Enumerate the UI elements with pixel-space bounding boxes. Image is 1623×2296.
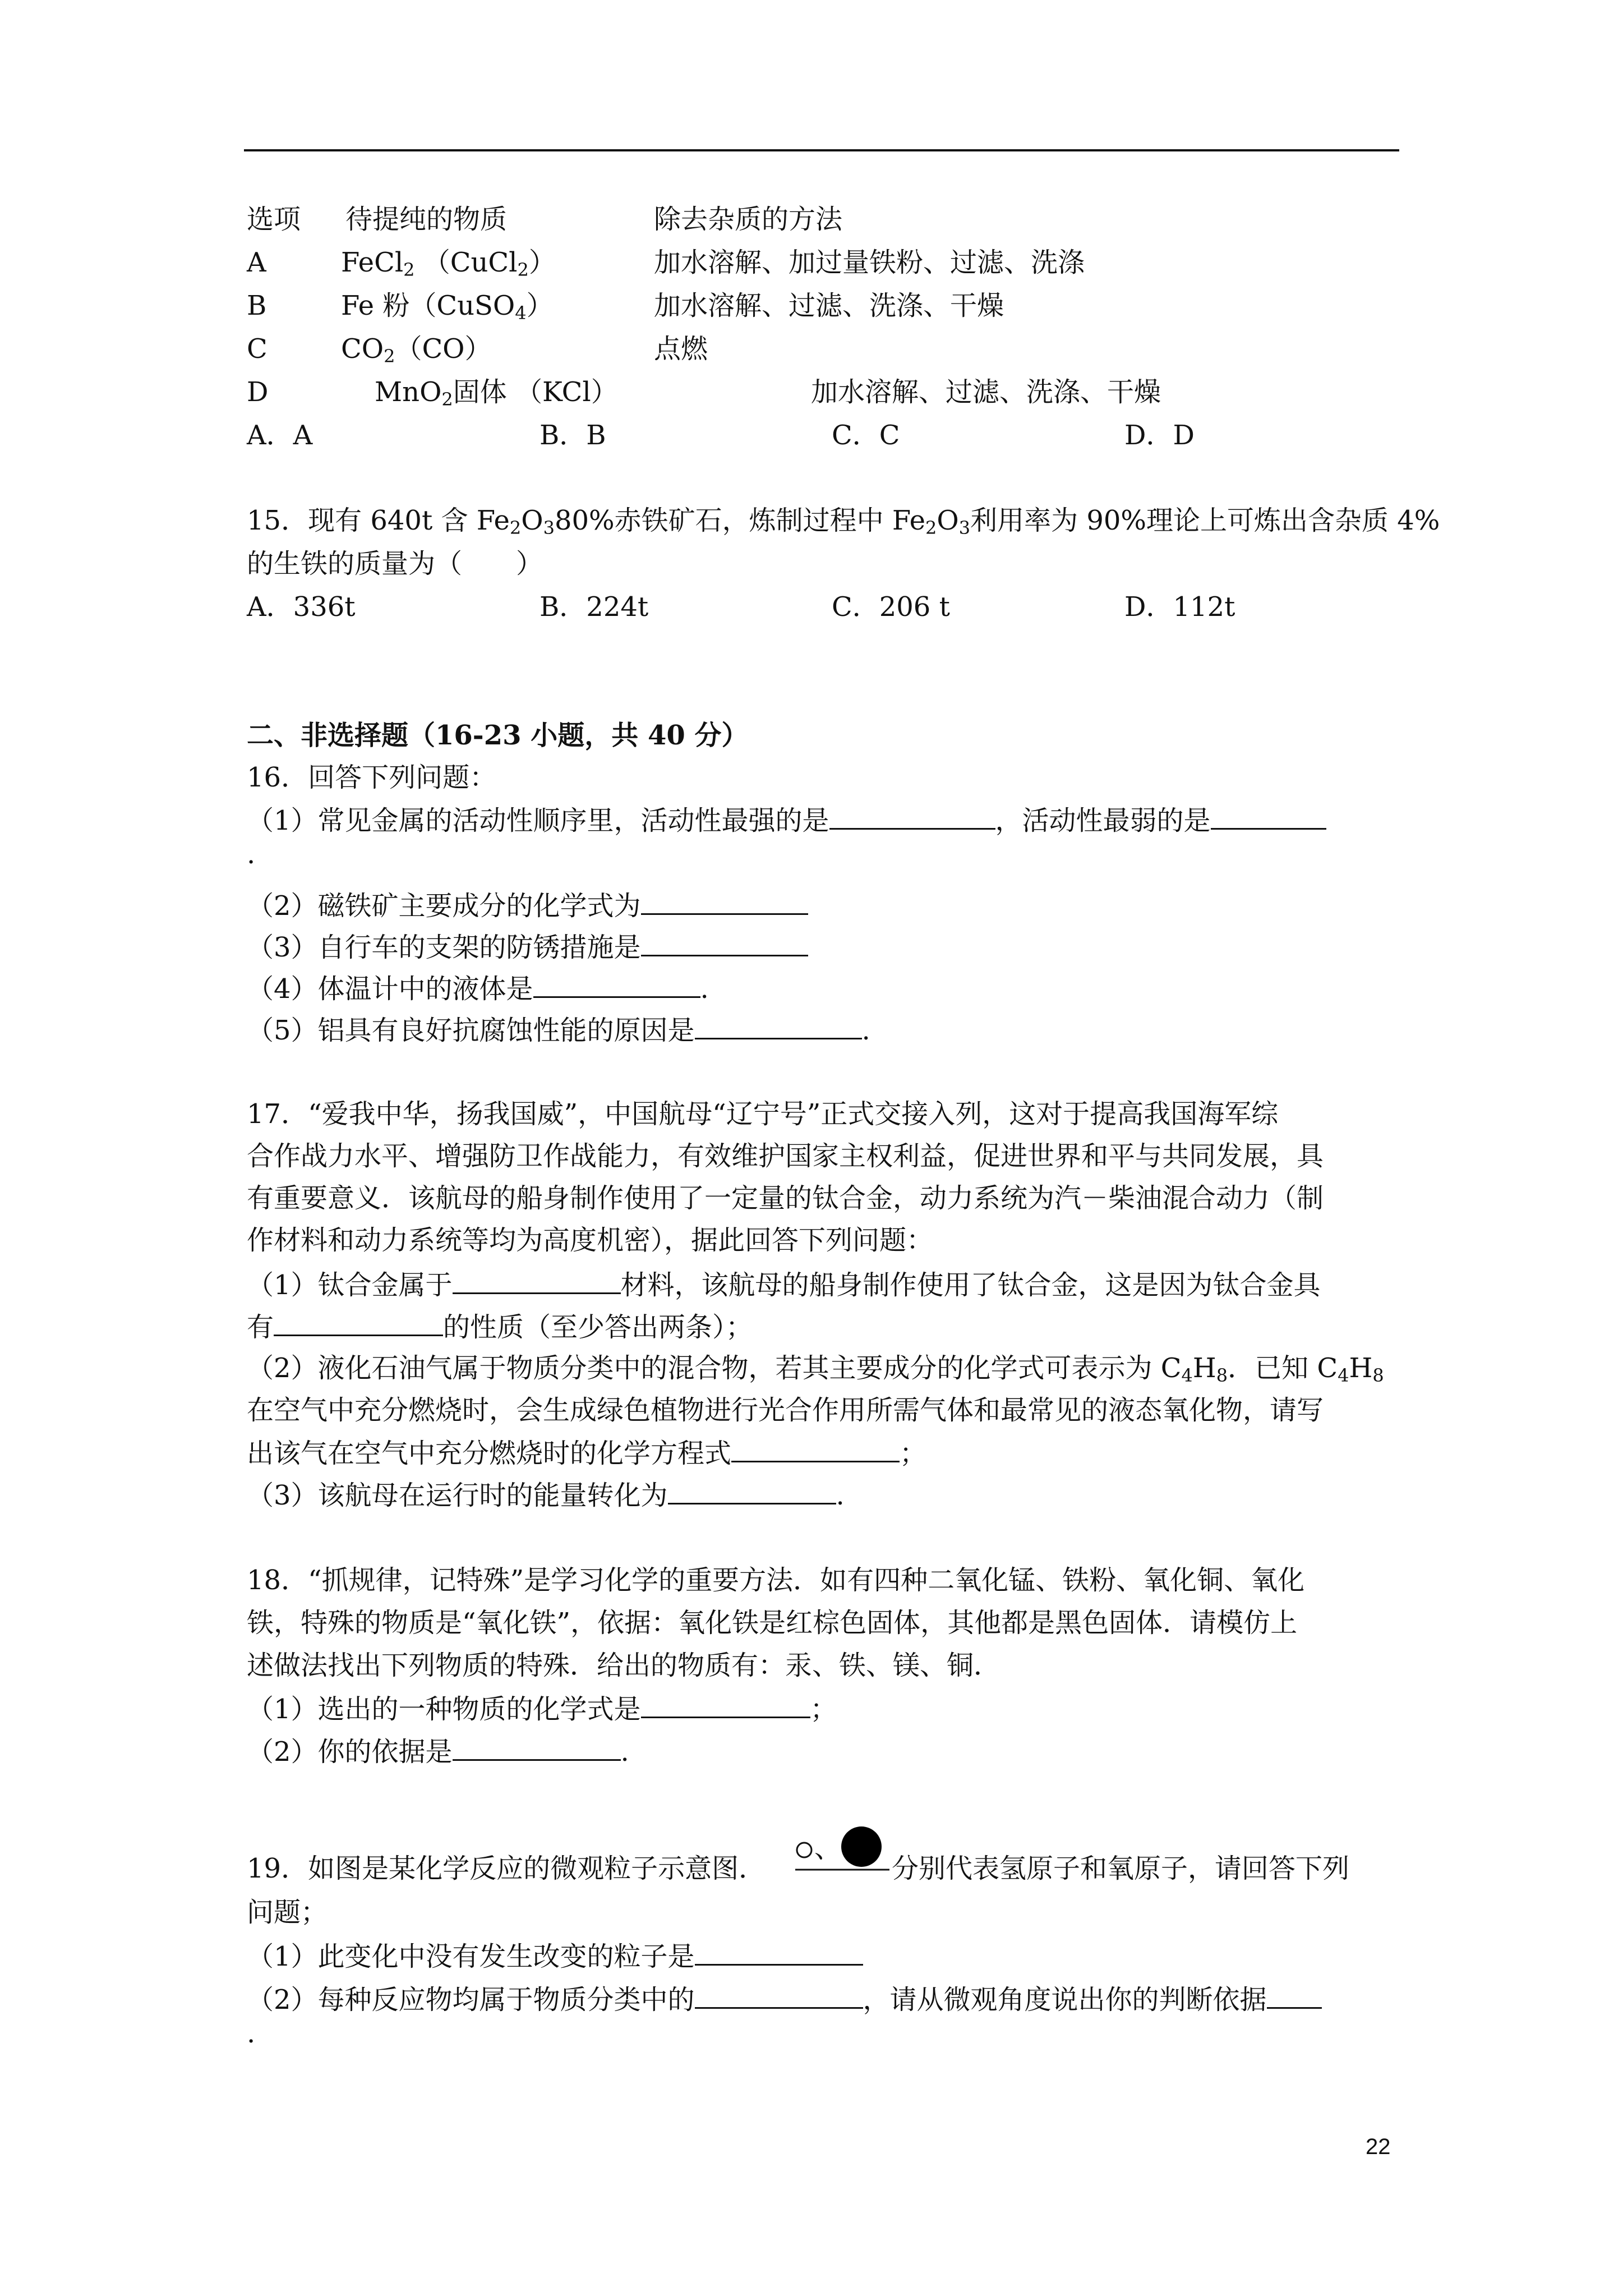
answer-blank[interactable]	[641, 929, 808, 956]
q16-stem: 16．回答下列问题：	[247, 762, 497, 793]
atom-legend-graphic	[795, 1823, 891, 1874]
answer-blank[interactable]	[453, 1733, 621, 1761]
choice-c[interactable]: C．206 t	[832, 591, 950, 623]
q19-line1-end: 分别代表氢原子和氧原子，请回答下列	[892, 1853, 1350, 1884]
choice-c[interactable]: C．C	[832, 420, 900, 451]
choice-d[interactable]: D．D	[1124, 420, 1195, 451]
q16-part2: （2）磁铁矿主要成分的化学式为	[247, 887, 808, 923]
q17-part2-line3: 出该气在空气中充分燃烧时的化学方程式 ；	[247, 1435, 926, 1471]
answer-blank[interactable]	[641, 1691, 810, 1718]
answer-blank[interactable]	[274, 1309, 443, 1336]
q17-line4: 作材料和动力系统等均为高度机密），据此回答下列问题：	[247, 1225, 934, 1256]
answer-blank[interactable]	[453, 1267, 621, 1294]
answer-blank[interactable]	[1267, 1981, 1322, 2009]
section-title: 二、非选择题（16-23 小题，共 40 分）	[247, 720, 749, 751]
page-number: 22	[1366, 2134, 1391, 2159]
q19-part1: （1）此变化中没有发生改变的粒子是	[247, 1938, 863, 1974]
header-option: 选项	[247, 204, 301, 235]
answer-blank[interactable]	[695, 1012, 862, 1039]
q16-part5: （5）铝具有良好抗腐蚀性能的原因是 .	[247, 1012, 870, 1048]
q17-line3: 有重要意义．该航母的船身制作使用了一定量的钛合金，动力系统为汽－柴油混合动力（制	[247, 1182, 1324, 1214]
q18-line3: 述做法找出下列物质的特殊．给出的物质有：汞、铁、镁、铜．	[247, 1650, 1001, 1681]
q17-line1: 17．“爱我中华，扬我国威”，中国航母“辽宁号”正式交接入列，这对于提高我国海军综	[247, 1098, 1279, 1130]
legend-separator: 、	[814, 1833, 842, 1864]
row-substance: MnO$_2$固体 （KCl）	[375, 376, 618, 410]
q16-part1: （1）常见金属的活动性顺序里，活动性最强的是 ，活动性最弱的是	[247, 802, 1326, 838]
q17-part3: （3）该航母在运行时的能量转化为 .	[247, 1477, 845, 1513]
row-option: A	[247, 247, 266, 278]
choice-a[interactable]: A．A	[247, 420, 313, 451]
header-rule	[244, 149, 1399, 151]
choice-b[interactable]: B．224t	[540, 591, 649, 623]
q16-part1-dot: .	[247, 839, 256, 870]
row-method: 加水溶解、加过量铁粉、过滤、洗涤	[654, 247, 1085, 278]
choice-a[interactable]: A．336t	[247, 591, 356, 623]
hydrogen-atom-icon	[797, 1843, 811, 1857]
q17-part1-cont: 有 的性质（至少答出两条）；	[247, 1309, 753, 1345]
choice-d[interactable]: D．112t	[1124, 591, 1235, 623]
q18-line1: 18．“抓规律，记特殊”是学习化学的重要方法．如有四种二氧化锰、铁粉、氧化铜、氧化	[247, 1565, 1305, 1596]
q15-line1: 15．现有 640t 含 $Fe_2O_380\%$赤铁矿石，炼制过程中 $Fe_2O_3$利用率为 90%理论上可炼出含杂质 4%	[247, 505, 1440, 539]
q17-part2-line2: 在空气中充分燃烧时，会生成绿色植物进行光合作用所需气体和最常见的液态氧化物，请写	[247, 1395, 1324, 1426]
row-option: B	[247, 290, 267, 321]
row-option: D	[247, 376, 269, 408]
q15-line2: 的生铁的质量为（ ）	[247, 548, 543, 579]
q18-line2: 铁，特殊的物质是“氧化铁”，依据：氧化铁是红棕色固体，其他都是黑色固体．请模仿上	[247, 1607, 1298, 1639]
row-method: 加水溶解、过滤、洗涤、干燥	[654, 290, 1004, 321]
oxygen-atom-icon	[841, 1826, 882, 1867]
answer-blank[interactable]	[695, 1981, 863, 2009]
q17-part1: （1）钛合金属于 材料，该航母的船身制作使用了钛合金，这是因为钛合金具	[247, 1267, 1321, 1303]
q19-part2-dot: .	[247, 2018, 256, 2049]
q16-part3: （3）自行车的支架的防锈措施是	[247, 929, 808, 965]
row-option: C	[247, 333, 268, 365]
atom-legend	[795, 1823, 891, 1874]
q19-part2: （2）每种反应物均属于物质分类中的 ，请从微观角度说出你的判断依据	[247, 1981, 1322, 2017]
row-substance: Fe 粉（CuSO$_4$）	[341, 290, 554, 324]
answer-blank[interactable]	[641, 887, 808, 915]
q19-line1-start: 19．如图是某化学反应的微观粒子示意图．	[247, 1853, 766, 1884]
q17-part2: （2）液化石油气属于物质分类中的混合物，若其主要成分的化学式可表示为 $C_4H_8$．已知 $C_4H_8$	[247, 1352, 1384, 1386]
answer-blank[interactable]	[533, 970, 700, 998]
answer-blank[interactable]	[731, 1435, 900, 1462]
q16-part4: （4）体温计中的液体是 .	[247, 970, 709, 1006]
q19-line2: 问题；	[247, 1897, 328, 1928]
choice-b[interactable]: B．B	[540, 420, 606, 451]
answer-blank[interactable]	[668, 1477, 836, 1504]
answer-blank[interactable]	[695, 1938, 863, 1966]
answer-blank[interactable]	[829, 802, 995, 830]
header-method: 除去杂质的方法	[654, 204, 843, 235]
row-substance: FeCl$_2$ （CuCl$_2$）	[341, 247, 556, 280]
q17-line2: 合作战力水平、增强防卫作战能力，有效维护国家主权利益，促进世界和平与共同发展，具	[247, 1140, 1324, 1172]
header-substance: 待提纯的物质	[345, 204, 508, 235]
row-method: 点燃	[654, 333, 708, 365]
q18-part2: （2）你的依据是 .	[247, 1733, 629, 1769]
answer-blank[interactable]	[1211, 802, 1326, 830]
row-method: 加水溶解、过滤、洗涤、干燥	[811, 376, 1161, 408]
q18-part1: （1）选出的一种物质的化学式是 ；	[247, 1691, 837, 1727]
row-substance: $CO_2(CO)$	[341, 333, 492, 367]
